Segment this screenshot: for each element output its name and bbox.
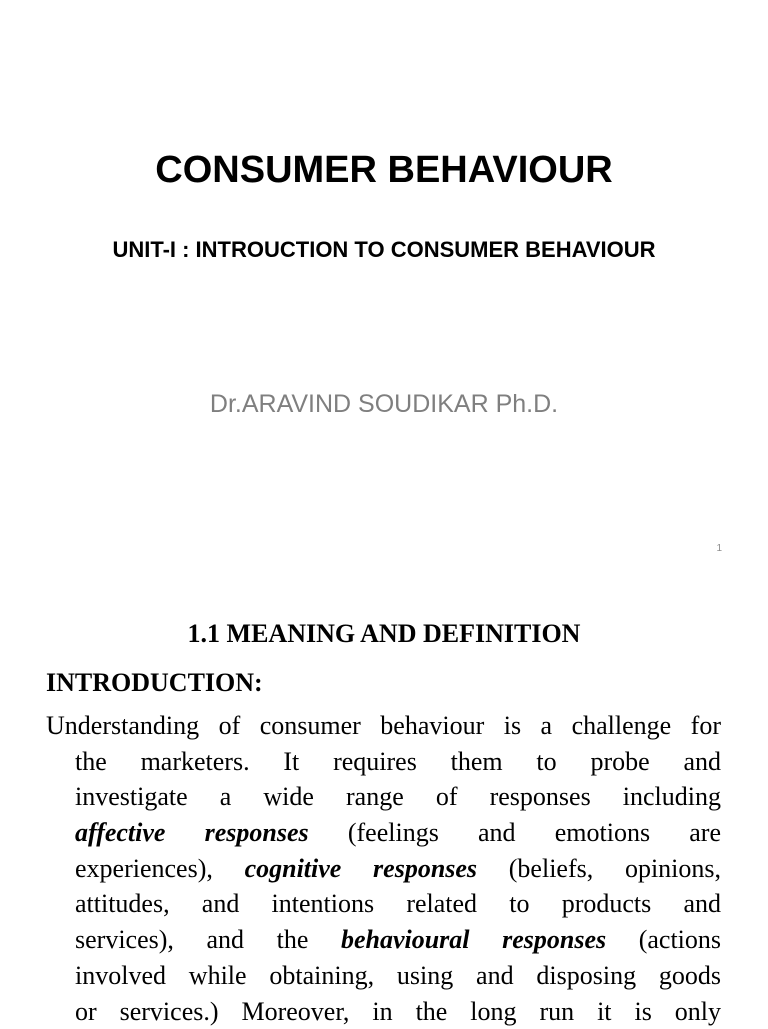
paragraph-line: services), and the behavioural responses (actions	[75, 922, 721, 958]
slide-title: CONSUMER BEHAVIOUR	[0, 142, 768, 198]
paragraph-line: investigate a wide range of responses including	[75, 779, 721, 815]
slide-author: Dr.ARAVIND SOUDIKAR Ph.D.	[0, 386, 768, 422]
slide-subtitle: UNIT-I : INTROUCTION TO CONSUMER BEHAVIOUR	[0, 234, 768, 266]
slide-page-number: 1	[716, 543, 722, 554]
emphasis-behavioural: behavioural responses	[341, 925, 606, 954]
paragraph-line: affective responses (feelings and emotions are	[75, 815, 721, 851]
intro-heading: INTRODUCTION:	[46, 665, 263, 701]
paragraph-line: involved while obtaining, using and disposing goods	[75, 958, 721, 994]
paragraph-line: or services.) Moreover, in the long run it is only	[75, 994, 721, 1029]
section-heading: 1.1 MEANING AND DEFINITION	[0, 616, 768, 652]
paragraph-line: Understanding of consumer behaviour is a challenge for	[46, 708, 721, 744]
paragraph-line: attitudes, and intentions related to products and	[75, 886, 721, 922]
document-page	[0, 576, 768, 1024]
emphasis-cognitive: cognitive responses	[245, 854, 477, 883]
body-paragraph	[46, 708, 721, 1029]
emphasis-affective: affective responses	[75, 818, 309, 847]
paragraph-line: the marketers. It requires them to probe and	[75, 744, 721, 780]
paragraph-line: experiences), cognitive responses (beliefs, opinions,	[75, 851, 721, 887]
